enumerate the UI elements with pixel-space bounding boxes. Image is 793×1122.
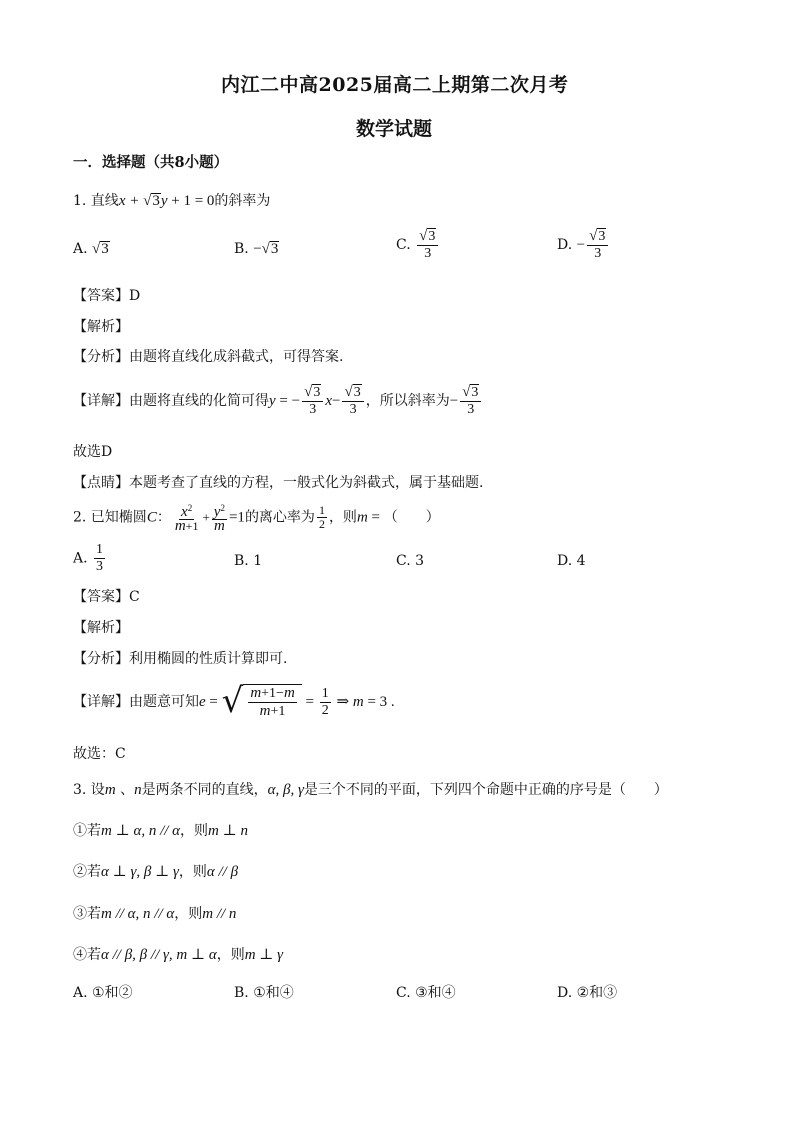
q1-jiexi: 【解析】 (73, 319, 129, 335)
q1-option-c: C. √ 3 3 (396, 228, 440, 262)
q1-conclusion: 故选D (73, 444, 113, 460)
q1-fenxi: 【分析】由题将直线化成斜截式，可得答案. (73, 349, 344, 365)
q3-proposition-2: ②若α ⊥ γ, β ⊥ γ，则α // β (73, 864, 239, 880)
q2-fenxi: 【分析】利用椭圆的性质计算即可. (73, 651, 288, 667)
q2-option-b: B. 1 (234, 553, 263, 569)
q1-option-a: A. √ 3 (73, 241, 109, 257)
question-2-stem: 2. 已知椭圆C： $\frac{x^2}{m+1}$ + $\frac{y^2}{m}$ =1的离心率为 $\frac{1}{2}$ ，则m = （ ） (73, 503, 440, 534)
q1-answer: 【答案】D (73, 288, 141, 304)
q2-option-c: C. 3 (396, 553, 425, 569)
q3-option-d: D. ②和③ (557, 985, 618, 1001)
q1-comment: 【点睛】本题考查了直线的方程，一般式化为斜截式，属于基础题. (73, 475, 484, 491)
q1-prefix: 1. 直线 (73, 193, 119, 209)
q1-equation: x + √ 3 y + 1 = 0 (118, 193, 215, 209)
q2-option-a: A. $\frac{1}{3}$ (73, 542, 104, 574)
exam-title: 内江二中高2025届高二上期第二次月考 (221, 74, 569, 96)
question-3-stem: 3. 设m 、n是两条不同的直线，α, β, γ是三个不同的平面，下列四个命题中正确的序号是（ ） (73, 782, 668, 798)
q2-jiexi: 【解析】 (73, 620, 129, 636)
question-1-stem (73, 192, 270, 210)
q2-option-d: D. 4 (557, 553, 586, 569)
q3-proposition-4: ④若α // β, β // γ, m ⊥ α，则m ⊥ γ (73, 947, 284, 963)
q2-answer: 【答案】C (73, 589, 140, 605)
section-heading: 一．选择题（共8小题） (73, 154, 229, 171)
q3-proposition-3: ③若m // α, n // α，则m // n (73, 906, 237, 922)
q1-option-d: D. − √ 3 3 (557, 228, 610, 262)
q3-proposition-1: ①若m ⊥ α, n // α，则m ⊥ n (73, 823, 248, 839)
q3-option-a: A. ①和② (73, 985, 133, 1001)
q1-detail: 【详解】由题将直线的化简可得y = − √ 3 3 x− √ 3 3 ，所以斜率为− √ 3 3 (73, 384, 483, 418)
exam-subtitle: 数学试题 (356, 118, 433, 140)
q1-option-b: B. − √ 3 (234, 241, 279, 257)
q1-suffix: 的斜率为 (214, 193, 271, 209)
q3-option-c: C. ③和④ (396, 985, 456, 1001)
q2-conclusion: 故选：C (73, 746, 126, 762)
q3-option-b: B. ①和④ (234, 985, 294, 1001)
q2-detail: 【详解】由题意可知e = √ $\frac{m+1-m}{m+1}$ = $\frac{1}{2}$ ⇒ m = 3 . (73, 681, 395, 721)
